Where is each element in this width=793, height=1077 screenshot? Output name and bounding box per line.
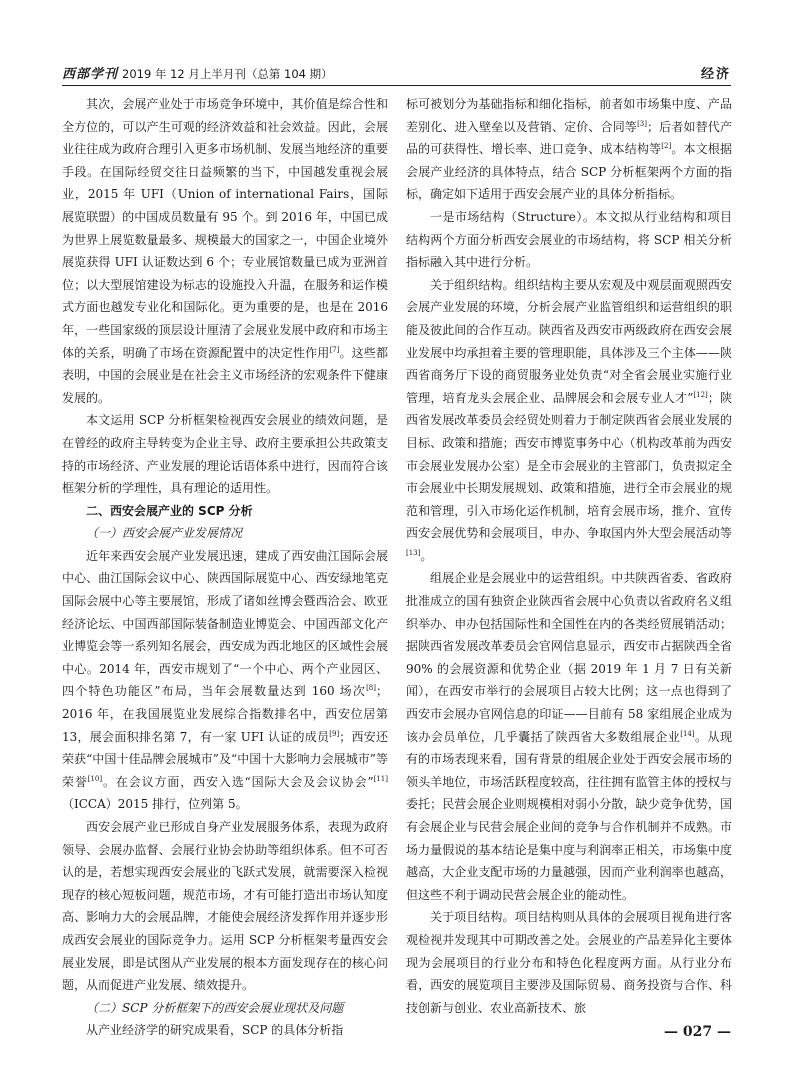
citation: [3] [637, 119, 647, 128]
right-column [406, 93, 732, 1023]
paragraph [62, 93, 388, 409]
text: 。从现有的市场表现来看，国有背景的组展企业处于西安会展市场的领头羊地位，市场活跃程度较高，往往拥有监管主体的授权与委托；民营会展企业则规模相对弱小分散，缺少竞争优势，国有会展企业与民营会展企业间的竞争与合作机制并不成熟。市场力量假说的基本结论是集中度与利润率正相关，市场集中度越高，大企业支配市场的力量越强，因而产业利润率也越高，但这些不利于调动民营会展企业的能动性。 [406, 729, 732, 902]
text: 标可被划分为基础指标和细化指标，前者如市场集中度、产品差别化、进入壁垒以及营销、定价、合同等 [406, 97, 732, 134]
text: ；陕西省发展改革委员会经贸处则着力于制定陕西省会展业发展的目标、政策和措施；西安市博览事务中心（机构改革前为西安市会展业发展办公室）是全市会展业的主管部门，负责拟定全市会展业中长期发展规划、政策和措施，进行全市会展业的规范和管理，引入市场化运作机制，培育会展市场，推介、宣传西安会展优势和会展项目，申办、争取国内外大型会展活动等 [406, 390, 732, 541]
citation: [14] [680, 729, 695, 738]
issue-info: 2019 年 12 月上半月刊（总第 104 期） [122, 67, 333, 81]
paragraph: 关于项目结构。项目结构则从具体的会展项目视角进行客观检视并发现其中可期改善之处。会展业的产品差异化主要体现为会展项目的行业分布和特色化程度两方面。从行业分布看，西安的展览项目主要涉及国际贸易、商务投资与合作、科技创新与创业、农业高新技术、旅 [406, 910, 732, 1015]
text: 。这些都表明，中国的会展业是在社会主义市场经济的宏观条件下健康发展的。 [62, 345, 388, 405]
paragraph: 一是市场结构（Structure）。本文拟从行业结构和项目结构两个方面分析西安会展业的市场结构，将 SCP 相关分析指标融入其中进行分析。 [406, 209, 732, 270]
paragraph: 西安会展产业已形成自身产业发展服务体系，表现为政府领导、会展办监督、会展行业协会协助等组织体系。但不可否认的是，若想实现西安会展业的飞跃式发展，就需要深入检视现存的核心短板问题，规范市场，才有可能打造出市场认知度高、影响力大的会展品牌，才能使会展经济发挥作用并逐步形成西安会展业的国际竞争力。运用 SCP 分析框架考量西安会展业发展，即是试图从产业发展的根本方面发现存在的核心问题，从而促进产业发展、绩效提升。 [62, 820, 388, 993]
header-left [62, 63, 333, 82]
citation: [2] [661, 142, 672, 151]
text: 组展企业是会展业中的运营组织。中共陕西省委、省政府批准成立的国有独资企业陕西省会展中心负责以省政府名义组织举办、申办包括国际性和全国性在内的各类经贸展销活动；据陕西省发展改革委员会官网信息显示，西安市占据陕西全省 90% 的会展资源和优势企业（据 2019 年 1 月 7 日有关新闻），在西安市举行的会展项目占较大比例；这一点也得到了西安市会展办官网信息的印证——目前有 58 家组展企业成为该办会员单位，几乎囊括了陕西省大多数组展企业 [406, 571, 732, 744]
text: 。本文根据会展产业经济的具体特点，结合 SCP 分析框架两个方面的指标，确定如下适用于西安会展产业的具体分析指标。 [406, 142, 732, 202]
citation: [10] [87, 774, 103, 783]
subsection-heading: （一）西安会展产业发展情况 [86, 526, 243, 541]
paragraph [406, 567, 732, 906]
section-heading: 二、西安会展产业的 SCP 分析 [86, 503, 253, 518]
text: ；后者如替代产品的可获得性、增长率、进口竞争、成本结构等 [406, 119, 732, 157]
running-header [62, 58, 731, 86]
paragraph: 本文运用 SCP 分析框架检视西安会展业的绩效问题，是在曾经的政府主导转变为企业主导、政府主要承担公共政策支持的市场经济、产业发展的理论话语体系中进行，因而符合该框架分析的学理性，具有理论的适用性。 [62, 413, 388, 496]
citation: [12] [693, 390, 708, 399]
text: ；2016 年，在我国展览业发展综合指数排名中，西安位居第 13，展会面积排名第 7，有一家 UFI 认证的成员 [62, 684, 388, 744]
text: 关于组织结构。组织结构主要从宏观及中观层面观照西安会展产业发展的环境，分析会展产业监管组织和运营组织的职能及彼此间的合作互动。陕西省及西安市两级政府在西安会展业发展中均承担着主要的管理职能，具体涉及三个主体——陕西省商务厅下设的商贸服务业处负责“对全省会展业实施行业管理，培育龙头会展企业、品牌展会和会展专业人才” [406, 277, 732, 405]
text: 其次，会展产业处于市场竞争环境中，其价值是综合性和全方位的，可以产生可观的经济效益和社会效益。因此，会展业往往成为政府合理引入更多市场机制、发展当地经济的重要手段。在国际经贸交往日益频繁的当下，中国越发重视会展业，2015 年 UFI（Union of international Fairs，国际展览联盟）的中国成员数量有 95 个。到 2016 年，中国已成为世界上展览数量最多、规模最大的国家之一，中国企业境外展览获得 UFI 认证数达到 6 个；专业展馆数量已成为亚洲首位；以大型展馆建设为标志的设施投入升温，在服务和运作模式方面也越发专业化和国际化。更为重要的是，也是在 2016 年，一些国家级的顶层设计厘清了会展业发展中政府和市场主体的关系，明确了市场在资源配置中的决定性作用 [62, 97, 388, 360]
citation: [8] [366, 684, 376, 693]
section-tag: 经济 [700, 67, 731, 82]
journal-logo: 西部学刊 [62, 67, 119, 82]
paragraph: 从产业经济学的研究成果看，SCP 的具体分析指 [86, 1023, 344, 1038]
page-number: — 027 — [664, 1024, 731, 1040]
text: 。 [420, 548, 433, 563]
citation: [13] [406, 548, 421, 557]
citation: [9] [329, 729, 340, 738]
paragraph [406, 93, 732, 206]
subsection-heading: （二）SCP 分析框架下的西安会展业现状及问题 [86, 1000, 344, 1015]
text: 近年来西安会展产业发展迅速，建成了西安曲江国际会展中心、曲江国际会议中心、陕西国际展览中心、西安绿地笔克国际会展中心等主要展馆，形成了诸如丝博会暨西洽会、欧亚经济论坛、中国西部国际装备制造业博览会、中国西部文化产业博览会等一系列知名展会，西安成为西北地区的区域性会展中心。2014 年，西安市规划了“一个中心、两个产业园区、四个特色功能区”布局，当年会展数量达到 160 场次 [62, 548, 388, 699]
text: 。在会议方面，西安入选“国际大会及会议协会” [102, 774, 374, 789]
text: ；西安还荣获“中国十佳品牌会展城市”及“中国十大影响力会展城市”等荣誉 [62, 729, 388, 789]
citation: [7] [329, 345, 340, 354]
paragraph [62, 545, 388, 816]
citation: [11] [373, 774, 388, 783]
paragraph [406, 274, 732, 568]
left-column [62, 93, 388, 1038]
text: （ICCA）2015 排行，位列第 5。 [62, 797, 248, 812]
